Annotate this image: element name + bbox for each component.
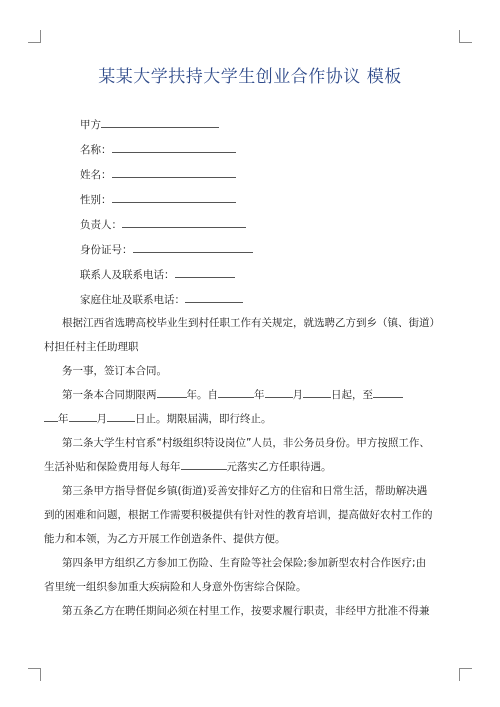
article-2-line2 <box>44 455 442 479</box>
text: 日止。期限届满，即行终止。 <box>135 413 272 425</box>
blank-line[interactable] <box>112 191 236 203</box>
article-3-line1: 第三条甲方指导督促乡镇(街道)妥善安排好乙方的住宿和日常生活，帮助解决遇 <box>62 485 428 497</box>
field-id-number <box>80 241 253 257</box>
field-responsible-person <box>80 216 246 232</box>
field-label: 性别： <box>80 194 112 206</box>
blank-line[interactable] <box>185 291 243 303</box>
blank-end-day[interactable] <box>107 410 135 422</box>
blank-end-year-b[interactable] <box>44 410 58 422</box>
field-party-a <box>80 116 219 132</box>
article-1-line2 <box>44 407 442 431</box>
field-name <box>80 141 236 157</box>
field-label: 名称： <box>80 144 112 156</box>
article-2-line1: 第二条大学生村官系“村级组织特设岗位”人员，非公务员身份。甲方按照工作、 <box>62 437 430 449</box>
text: 日起，至 <box>331 389 373 401</box>
blank-line[interactable] <box>101 116 219 128</box>
text: 月 <box>292 389 303 401</box>
field-label: 身份证号： <box>80 244 133 256</box>
blank-line[interactable] <box>122 216 246 228</box>
crop-mark-bottom-left <box>28 668 41 681</box>
blank-start-day[interactable] <box>303 386 331 398</box>
field-label: 姓名： <box>80 169 112 181</box>
blank-years[interactable] <box>157 386 187 398</box>
crop-mark-top-left <box>28 30 41 43</box>
field-contact-phone <box>80 266 235 282</box>
blank-annual-amount[interactable] <box>181 458 227 470</box>
text: 年。自 <box>186 389 218 401</box>
field-label: 家庭住址及联系电话： <box>80 294 185 306</box>
text: 月 <box>96 413 107 425</box>
blank-line[interactable] <box>175 266 235 278</box>
article-4-line2: 省里统一组织参加重大疾病险和人身意外伤害综合保险。 <box>44 581 307 593</box>
article-4-line1: 第四条甲方组织乙方参加工伤险、生育险等社会保险;参加新型农村合作医疗;由 <box>62 557 427 569</box>
field-person-name <box>80 166 236 182</box>
text: 第一条本合同期限两 <box>62 389 157 401</box>
paragraph-intro-line2: 村担任村主任助理职 <box>44 341 139 353</box>
blank-start-year[interactable] <box>218 386 254 398</box>
field-label: 联系人及联系电话： <box>80 269 175 281</box>
blank-end-year-a[interactable] <box>373 386 403 398</box>
blank-line[interactable] <box>133 241 253 253</box>
blank-line[interactable] <box>112 141 236 153</box>
article-1-line1 <box>62 383 442 407</box>
paragraph-intro-line3: 务一事，签订本合同。 <box>62 365 167 377</box>
contract-body <box>44 311 442 623</box>
document-title: 某某大学扶持大学生创业合作协议 模板 <box>98 67 402 87</box>
field-label: 负责人： <box>80 219 122 231</box>
field-gender <box>80 191 236 207</box>
text: 年 <box>254 389 265 401</box>
crop-mark-bottom-right <box>459 668 472 681</box>
text: 元落实乙方任职待遇。 <box>226 461 332 473</box>
article-3-line3: 能力和本领，为乙方开展工作创造条件、提供方便。 <box>44 533 286 545</box>
blank-line[interactable] <box>112 166 236 178</box>
article-5-line1: 第五条乙方在聘任期间必须在村里工作，按要求履行职责，非经甲方批准不得兼 <box>62 605 430 617</box>
field-label: 甲方 <box>80 119 101 131</box>
blank-start-month[interactable] <box>265 386 293 398</box>
crop-mark-top-right <box>459 30 472 43</box>
text: 生活补贴和保险费用每人每年 <box>44 461 181 473</box>
text: 年 <box>58 413 69 425</box>
blank-end-month[interactable] <box>69 410 97 422</box>
article-3-line2: 到的困难和问题，根据工作需要积极提供有针对性的教育培训，提高做好农村工作的 <box>44 509 433 521</box>
field-home-address-phone <box>80 291 243 307</box>
paragraph-intro-line1: 根据江西省选聘高校毕业生到村任职工作有关规定，就选聘乙方到乡（镇、街道） <box>62 317 440 329</box>
